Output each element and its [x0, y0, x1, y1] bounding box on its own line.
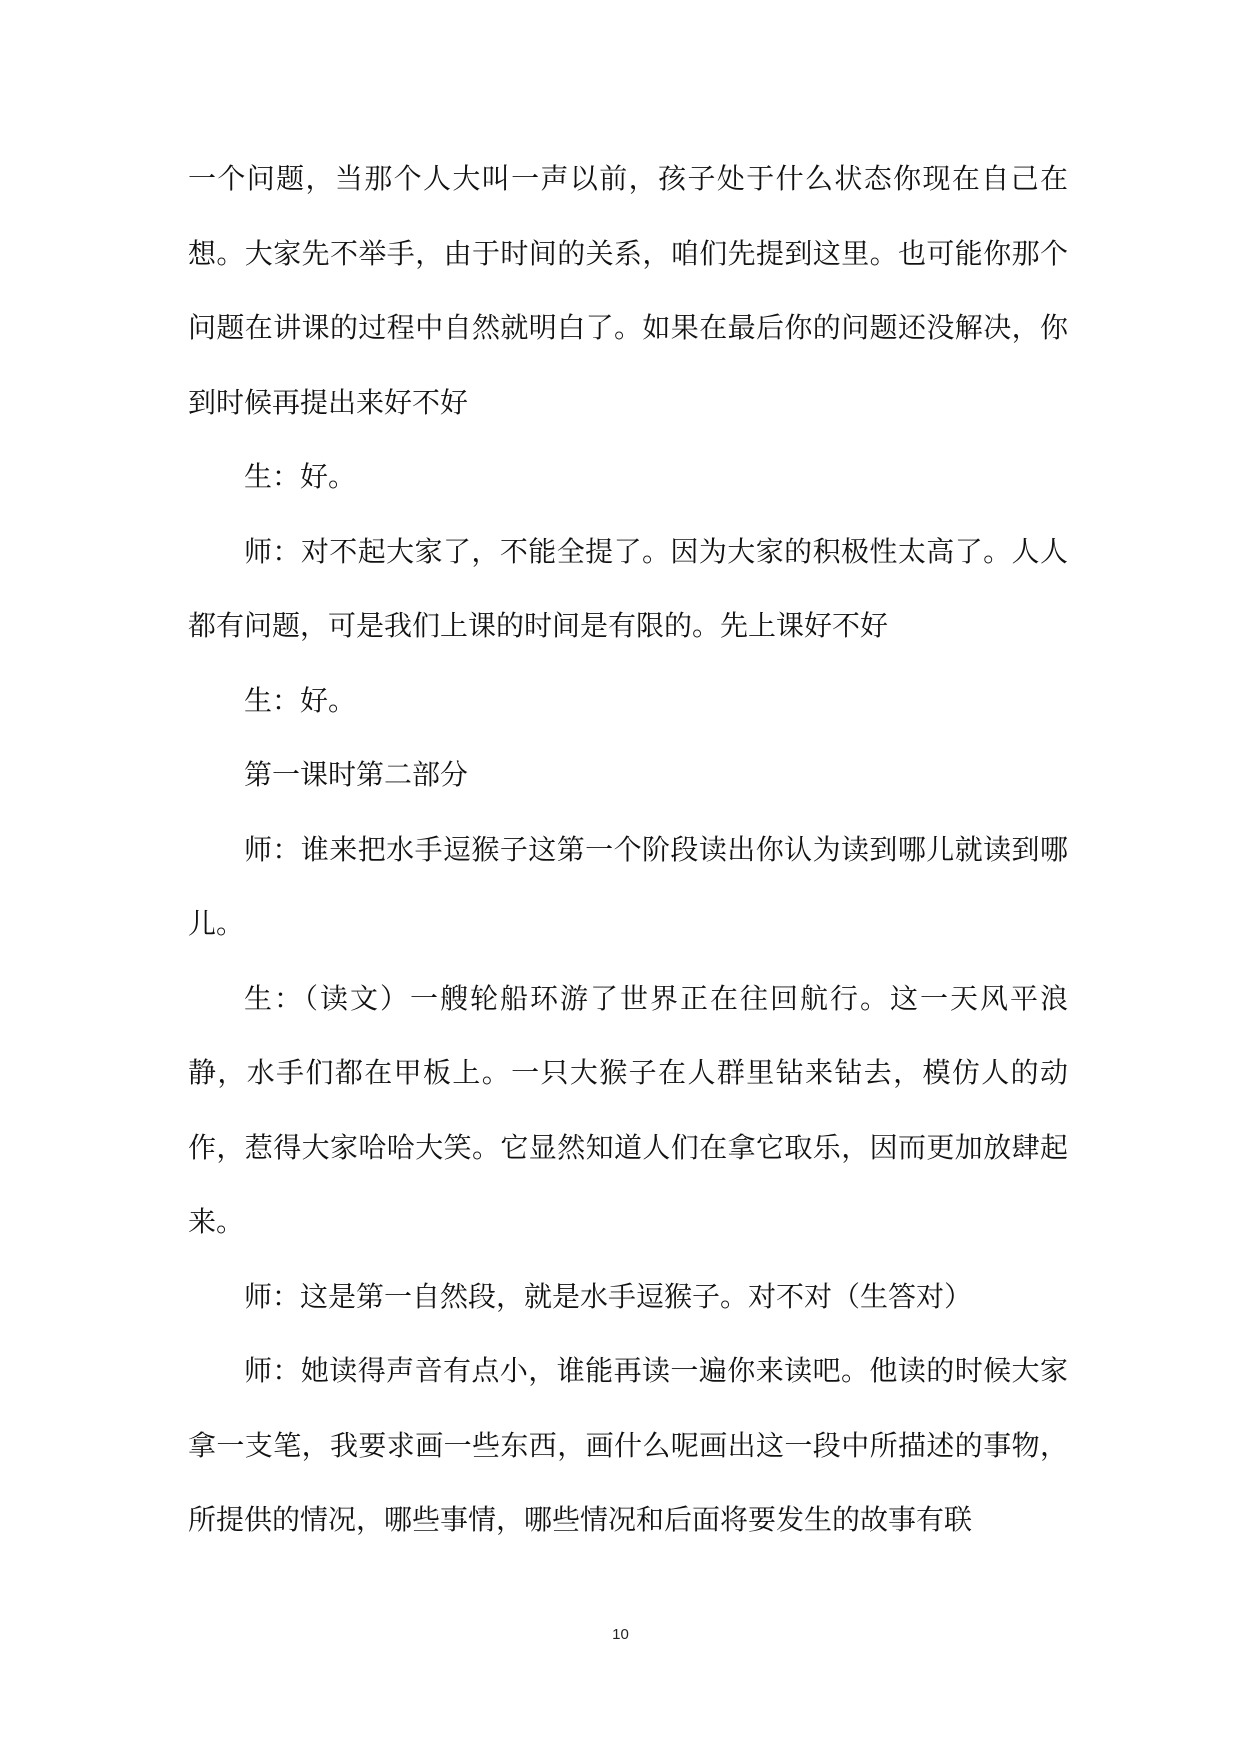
section-heading: 第一课时第二部分 — [244, 758, 469, 791]
paragraph-9: 师：她读得声音有点小，谁能再读一遍你来读吧。他读的时候大家拿一支笔，我要求画一些东西，画什么呢画出这一段中所描述的事物，所提供的情况，哪些事情，哪些情况和后面将要发生的故事有联 — [188, 1354, 1068, 1536]
document-body — [188, 142, 1068, 1558]
page-number: 10 — [612, 1626, 629, 1643]
paragraph-1: 一个问题，当那个人大叫一声以前，孩子处于什么状态你现在自己在想。大家先不举手，由于时间的关系，咱们先提到这里。也可能你那个问题在讲课的过程中自然就明白了。如果在最后你的问题还没解决，你到时候再提出来好不好 — [188, 162, 1068, 419]
paragraph-6: 师：谁来把水手逗猴子这第一个阶段读出你认为读到哪儿就读到哪儿。 — [188, 832, 1068, 940]
paragraph-3: 师：对不起大家了，不能全提了。因为大家的积极性太高了。人人都有问题，可是我们上课的时间是有限的。先上课好不好 — [188, 534, 1068, 642]
paragraph-8: 师：这是第一自然段，就是水手逗猴子。对不对（生答对） — [244, 1279, 973, 1313]
paragraph-4: 生：好。 — [244, 683, 357, 717]
paragraph-7: 生：（读文）一艘轮船环游了世界正在往回航行。这一天风平浪静，水手们都在甲板上。一只大猴子在人群里钻来钻去，模仿人的动作，惹得大家哈哈大笑。它显然知道人们在拿它取乐，因而更加放肆起来。 — [188, 981, 1068, 1238]
paragraph-2: 生：好。 — [244, 460, 357, 493]
